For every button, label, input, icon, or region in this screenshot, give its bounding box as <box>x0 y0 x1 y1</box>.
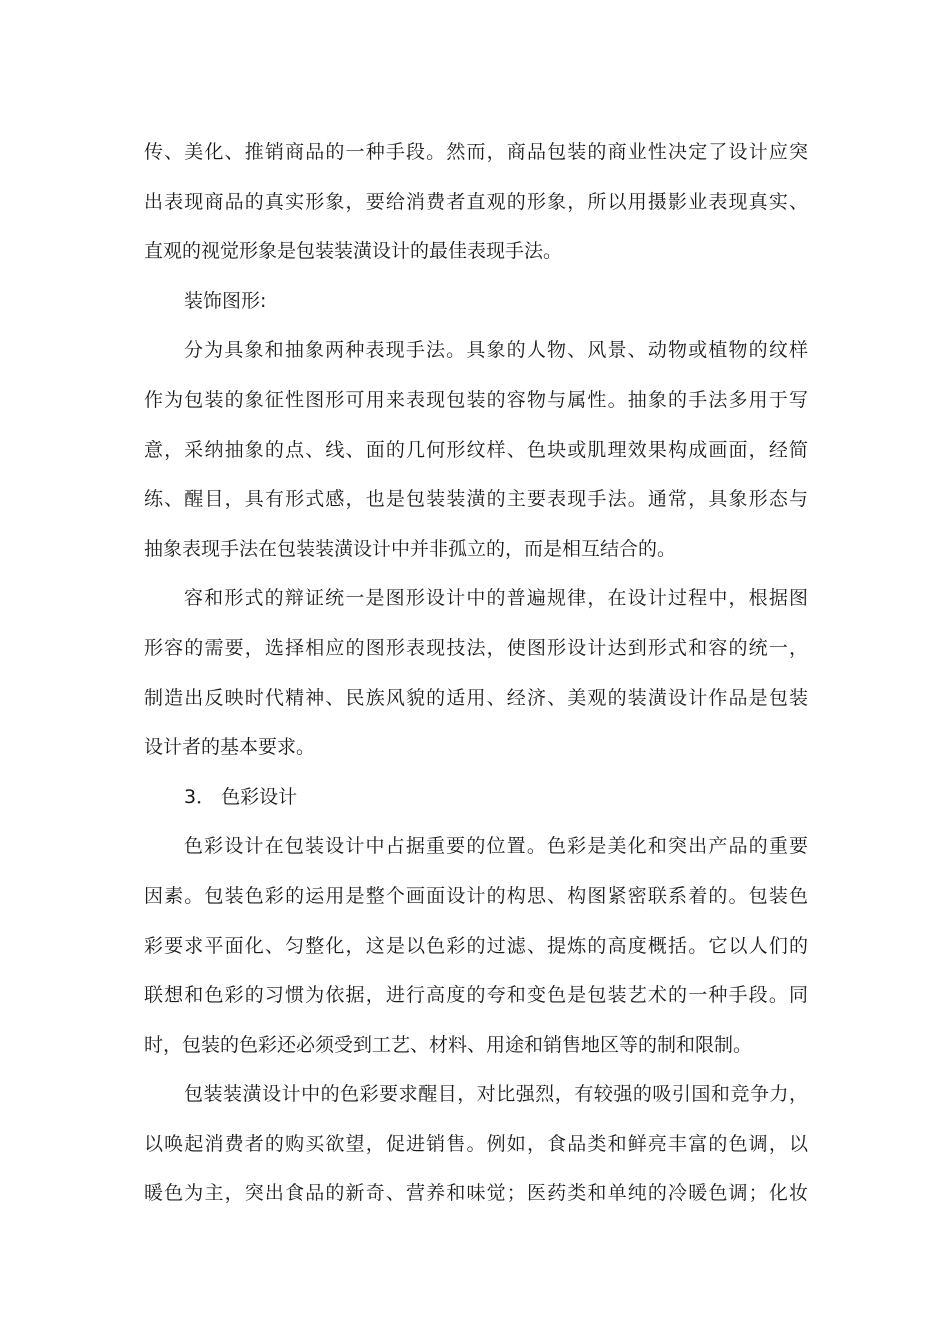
section-heading-decorative-graphics: 装饰图形: <box>184 290 267 312</box>
paragraph-line: 形容的需要，选择相应的图形表现技法，使图形设计达到形式和容的统一， <box>144 637 808 659</box>
paragraph-line: 意，采纳抽象的点、线、面的几何形纹样、色块或肌理效果构成画面，经简 <box>144 439 808 461</box>
paragraph-line: 分为具象和抽象两种表现手法。具象的人物、风景、动物或植物的纹样 <box>184 339 808 361</box>
paragraph-line: 色彩设计在包装设计中占据重要的位置。色彩是美化和突出产品的重要 <box>184 835 808 857</box>
paragraph-line: 直观的视觉形象是包装装潢设计的最佳表现手法。 <box>144 240 563 262</box>
paragraph-line: 练、醒目，具有形式感，也是包装装潢的主要表现手法。通常，具象形态与 <box>144 488 808 510</box>
paragraph-line: 抽象表现手法在包装装潢设计中并非孤立的，而是相互结合的。 <box>144 538 677 560</box>
paragraph-line: 时，包装的色彩还必须受到工艺、材料、用途和销售地区等的制和限制。 <box>144 1034 753 1056</box>
paragraph-line: 彩要求平面化、匀整化，这是以色彩的过滤、提炼的高度概括。它以人们的 <box>144 935 808 957</box>
paragraph-line: 联想和色彩的习惯为依据，进行高度的夸和变色是包装艺术的一种手段。同 <box>144 984 808 1006</box>
paragraph-line: 以唤起消费者的购买欲望，促进销售。例如，食品类和鲜亮丰富的色调，以 <box>144 1133 808 1155</box>
paragraph-line: 制造出反映时代精神、民族风貌的适用、经济、美观的装潢设计作品是包装 <box>144 687 808 709</box>
paragraph-line: 设计者的基本要求。 <box>144 736 316 758</box>
paragraph-line: 传、美化、推销商品的一种手段。然而，商品包装的商业性决定了设计应突 <box>144 141 808 163</box>
paragraph-line: 包装装潢设计中的色彩要求醒目，对比强烈，有较强的吸引国和竞争力， <box>184 1083 808 1105</box>
paragraph-line: 因素。包装色彩的运用是整个画面设计的构思、构图紧密联系着的。包装色 <box>144 885 808 907</box>
paragraph-line: 暖色为主，突出食品的新奇、营养和味觉；医药类和单纯的冷暖色调；化妆 <box>144 1182 808 1204</box>
paragraph-line: 出表现商品的真实形象，要给消费者直观的形象，所以用摄影业表现真实、 <box>144 191 808 213</box>
paragraph-line: 作为包装的象征性图形可用来表现包装的容物与属性。抽象的手法多用于写 <box>144 389 808 411</box>
paragraph-line: 容和形式的辩证统一是图形设计中的普遍规律，在设计过程中，根据图 <box>184 587 808 609</box>
section-heading-color-design: 3． 色彩设计 <box>184 786 298 808</box>
